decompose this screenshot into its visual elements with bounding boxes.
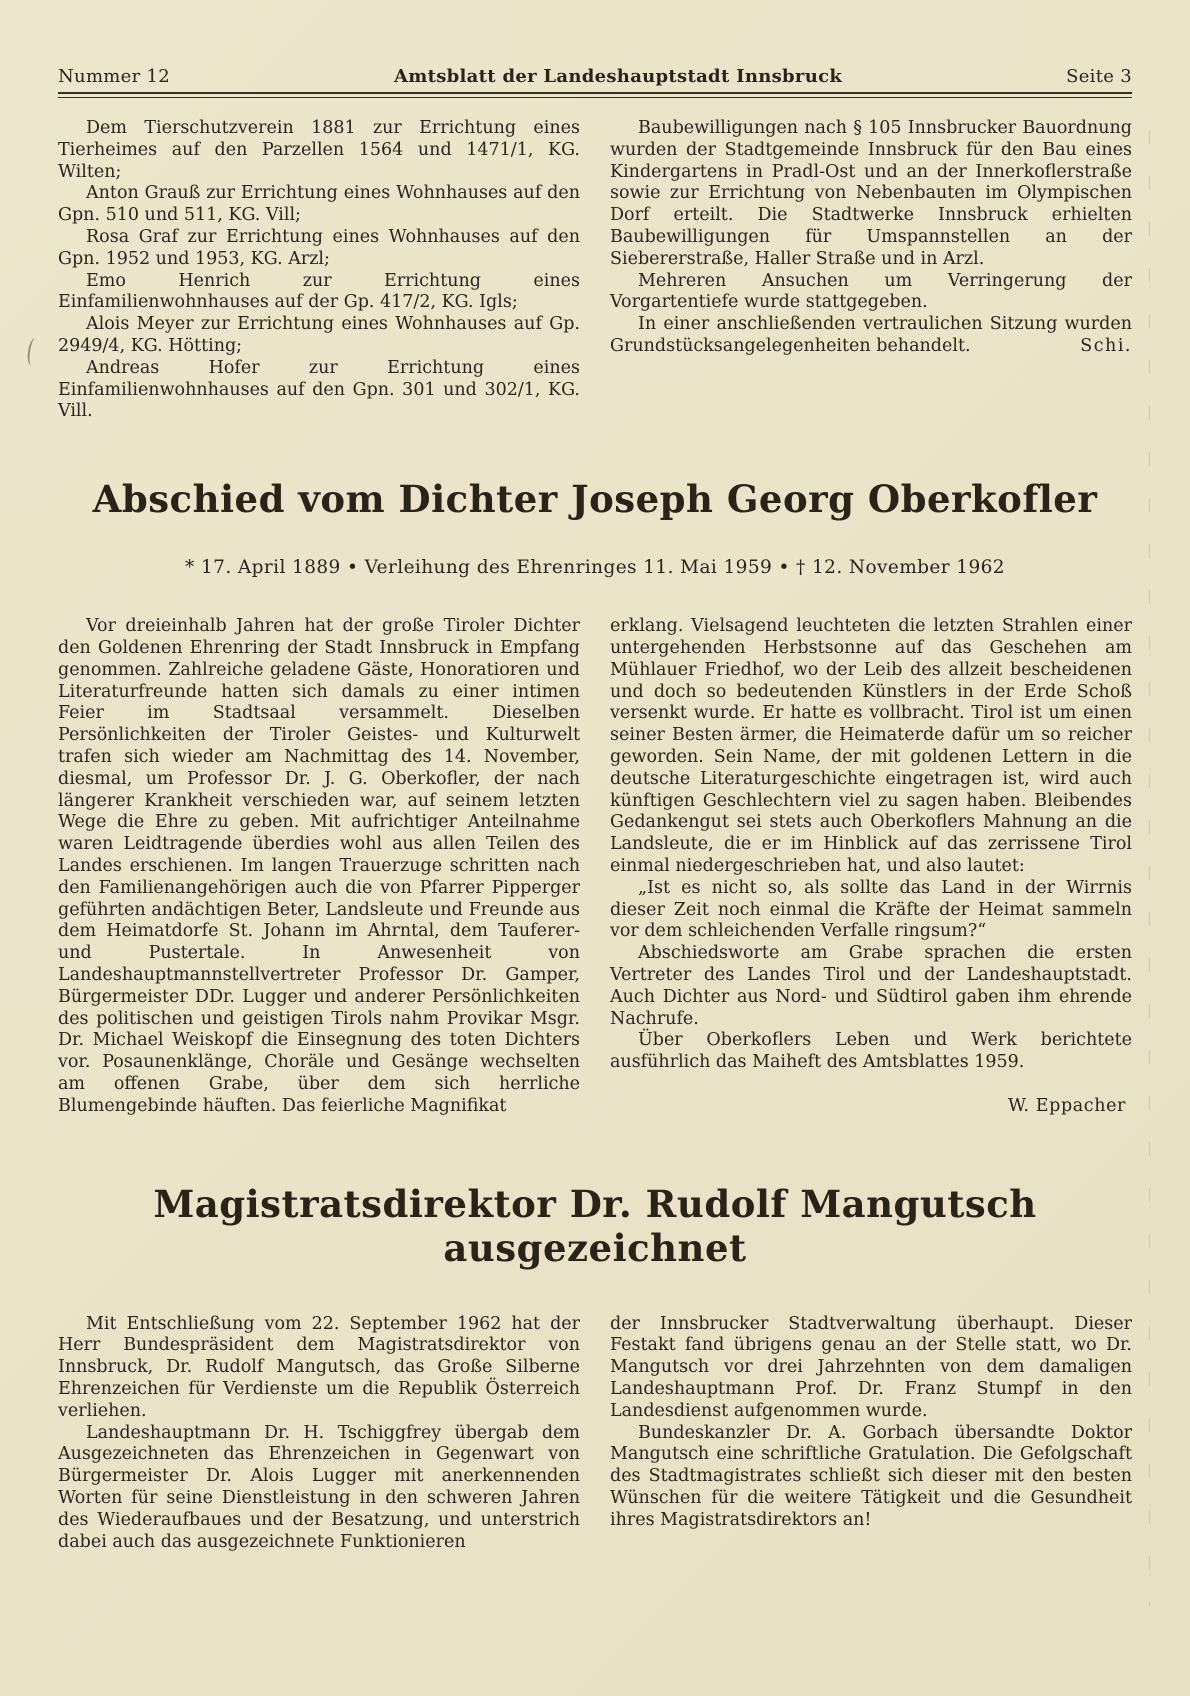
article-quote: „Ist es nicht so, als sollte das Land in der Wirrnis dieser Zeit noch einmal die Kräfte der Heimat sammeln vor dem schleichenden Verfalle ringsum?“ [610,877,1132,942]
permit-notice: Alois Meyer zur Errichtung eines Wohnhauses auf Gp. 2949/4, KG. Hötting; [58,314,580,356]
page-header [58,0,1132,87]
permit-notice: Baubewilligungen nach § 105 Innsbrucker Bauordnung wurden der Stadtgemeinde Innsbruck für den Bau eines Kindergartens in Pradl-Ost und an der Innerkoflerstraße sowie zur Errichtung von Nebenbauten im Olympischen Dorf erteilt. Die Stadtwerke Innsbruck erhielten Baubewilligungen für Umspannstellen an der Siebererstraße, Haller Straße und in Arzl. [610,118,1132,269]
permit-notice: Rosa Graf zur Errichtung eines Wohnhauses auf den Gpn. 1952 und 1953, KG. Arzl; [58,226,580,269]
article-paragraph: Abschiedsworte am Grabe sprachen die ersten Vertreter des Landes Tirol und der Landeshauptstadt. Auch Dichter aus Nord- und Südtirol gaben ihm ehrende Nachrufe. [610,943,1132,1029]
article-dates-subline: * 17. April 1889 • Verleihung des Ehrenringes 11. Mai 1959 • † 12. November 1962 [185,557,1005,579]
permit-notice [610,314,1132,358]
article-paragraph: Über Oberkoflers Leben und Werk berichtete ausführlich das Maiheft des Amtsblattes 1959. [610,1030,1132,1073]
masthead-title: Amtsblatt der Landeshauptstadt Innsbruck [394,66,843,87]
permits-section [58,118,1132,423]
issue-number: Nummer 12 [58,66,171,87]
article-paragraph: Landeshauptmann Dr. H. Tschiggfrey übergab dem Ausgezeichneten das Ehrenzeichen in Gegenwart von Bürgermeister Dr. Alois Lugger mit anerkennenden Worten für seine Dienstleistung in den schweren Jahren des Wiederaufbaues und der Besatzung, und unterstrich dabei auch das ausgezeichnete Funktionieren [58,1422,580,1552]
article-left-column [58,616,580,1118]
article-oberkofler [58,477,1132,1118]
article-paragraph: erklang. Vielsagend leuchteten die letzten Strahlen einer untergehenden Herbstsonne auf das Geschehen am Mühlauer Friedhof, wo der Leib des allzeit bescheidenen und doch so bedeutenden Künstlers in der Erde Schoß versenkt wurde. Er hatte es vollbracht. Tirol ist um einen seiner Besten ärmer, die Heimaterde dafür um so reicher geworden. Sein Name, der mit goldenen Lettern in die deutsche Literaturgeschichte eingetragen ist, wird auch künftigen Geschlechtern viel zu sagen haben. Bleibendes Gedankengut sei stets auch Oberkoflers Mahnung an die Landsleute, die er im Hinblick auf das zerrissene Tirol einmal niedergeschrieben hat, und also lautet: [610,616,1132,876]
permits-left-column [58,118,580,423]
article-headline: Abschied vom Dichter Joseph Georg Oberkofler [92,477,1098,522]
permit-notice: Dem Tierschutzverein 1881 zur Errichtung eines Tierheimes auf den Parzellen 1564 und 1471/1, KG. Wilten; [58,118,580,182]
article-left-column [58,1314,580,1554]
scan-edge-artifact [1149,130,1150,1606]
header-rule [58,92,1132,98]
author-abbreviation: Schi. [1080,335,1132,356]
article-mangutsch-body [58,1314,1132,1554]
permit-notice: Andreas Hofer zur Errichtung eines Einfamilienwohnhauses auf den Gpn. 301 und 302/1, KG. Vill. [58,357,580,422]
author-signature: W. Eppacher [1007,1095,1126,1116]
article-oberkofler-body [58,616,1132,1118]
permits-right-column [610,118,1132,423]
article-paragraph: Mit Entschließung vom 22. September 1962 hat der Herr Bundespräsident dem Magistratsdirektor von Innsbruck, Dr. Rudolf Mangutsch, das Große Silberne Ehrenzeichen für Verdienste um die Republik Österreich verliehen. [58,1313,580,1421]
notice-text: In einer anschließenden vertraulichen Sitzung wurden Grundstücksangelegenheiten behandelt. [610,314,1132,356]
article-right-column [610,1314,1132,1554]
article-headline: Magistratsdirektor Dr. Rudolf Mangutsch ausgezeichnet [153,1181,1037,1270]
permit-notice: Mehreren Ansuchen um Verringerung der Vorgartentiefe wurde stattgegeben. [610,270,1132,313]
article-mangutsch [58,1182,1132,1554]
page-number: Seite 3 [1066,66,1132,87]
article-paragraph: Vor dreieinhalb Jahren hat der große Tiroler Dichter den Goldenen Ehrenring der Stadt Innsbruck in Empfang genommen. Zahlreiche geladene Gäste, Honoratioren und Literaturfreunde hatten sich damals zu einer intimen Feier im Stadtsaal versammelt. Dieselben Persönlichkeiten der Tiroler Geistes- und Kulturwelt trafen sich wieder am Nachmittag des 14. November, diesmal, um Professor Dr. J. G. Oberkofler, der nach längerer Krankheit verschieden war, auf seinem letzten Wege die Ehre zu geben. Mit aufrichtiger Anteilnahme waren Leidtragende überdies wohl aus allen Teilen des Landes erschienen. Im langen Trauerzuge schritten nach den Familienangehörigen auch die von Pfarrer Pipperger geführten andächtigen Beter, Landsleute und Freunde aus dem Heimatdorfe St. Johann im Ahrntal, dem Tauferer- und Pustertale. In Anwesenheit von Landeshauptmannstellvertreter Professor Dr. Gamper, Bürgermeister DDr. Lugger und anderer Persönlichkeiten des politischen und geistigen Tirols nahm Provikar Msgr. Dr. Michael Weiskopf die Einsegnung des toten Dichters vor. Posaunenklänge, Choräle und Gesänge wechselten am offenen Grabe, über dem sich herrliche Blumengebinde häuften. Das feierliche Magnifikat [58,616,580,1116]
permit-notice: Emo Henrich zur Errichtung eines Einfamilienwohnhauses auf der Gp. 417/2, KG. Igls; [58,270,580,313]
permit-notice: Anton Grauß zur Errichtung eines Wohnhauses auf den Gpn. 510 und 511, KG. Vill; [58,183,580,226]
article-paragraph: der Innsbrucker Stadtverwaltung überhaupt. Dieser Festakt fand übrigens genau an der Stelle statt, wo Dr. Mangutsch vor drei Jahrzehnten von dem damaligen Landeshauptmann Prof. Dr. Franz Stumpf in den Landesdienst aufgenommen wurde. [610,1313,1132,1421]
article-right-column [610,616,1132,1118]
article-paragraph: Bundeskanzler Dr. A. Gorbach übersandte Doktor Mangutsch eine schriftliche Gratulation. Die Gefolgschaft des Stadtmagistrates schließt sich dieser mit den besten Wünschen für die weitere Tätigkeit und die Gesundheit ihres Magistratsdirektors an! [610,1422,1132,1530]
